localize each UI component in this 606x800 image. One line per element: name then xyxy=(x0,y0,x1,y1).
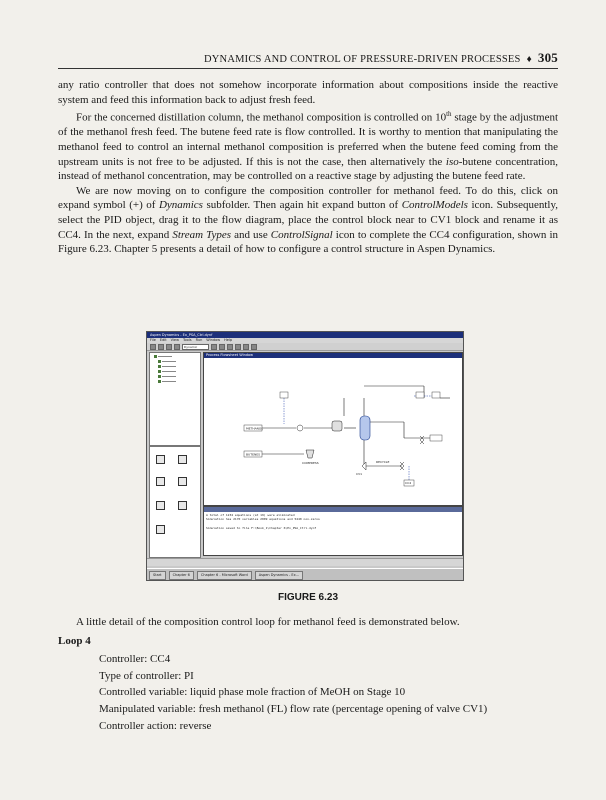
new-icon xyxy=(150,344,156,350)
tree-item xyxy=(158,359,200,363)
tree-item xyxy=(158,374,200,378)
flowsheet-title: Process Flowsheet Window xyxy=(204,353,462,358)
taskbar-button: Aspen Dynamics - Ex... xyxy=(255,571,303,580)
flowsheet-window xyxy=(203,352,463,506)
tree-item xyxy=(154,354,200,358)
menu-item: Window xyxy=(206,338,221,342)
message-window xyxy=(203,506,463,556)
menu-item: View xyxy=(170,338,179,342)
toolbar xyxy=(147,343,463,351)
compress-label: COMPRESS xyxy=(302,461,319,465)
lag-icon xyxy=(178,455,187,464)
dead-time-icon xyxy=(178,501,187,510)
loop-detail-item: Manipulated variable: fresh methanol (FL) flow rate (percentage opening of valve CV1) xyxy=(99,702,488,715)
print-icon xyxy=(174,344,180,350)
folder-icon xyxy=(158,365,161,368)
taskbar-button: Start xyxy=(149,571,166,580)
loop-detail-item: Controlled variable: liquid phase mole fraction of MeOH on Stage 10 xyxy=(99,686,406,699)
body-paragraph: For the concerned distillation column, the methanol composition is controlled on 10th stage by the adjustment of the methanol fresh feed. The butene feed rate is flow controlled. It is worthy to mention that manipulating the methanol feed to control an internal methanol composition is preferred when the butene feed coming from the upstream units is not free to be adjusted. If this is not the case, then alternatively the iso-butene concentration, instead of methanol concentration, may be controlled on a reactive stage by adjusting the butene feed rate. xyxy=(58,110,559,183)
step-icon xyxy=(227,344,233,350)
save-icon xyxy=(166,344,172,350)
message-line: Simulation has 2170 variables 2009 equations and 5440 non-zeros xyxy=(206,517,320,522)
explorer-panel xyxy=(149,352,201,446)
table-icon xyxy=(251,344,257,350)
controller-block xyxy=(280,392,288,398)
loop-title: Loop 4 xyxy=(58,634,91,647)
tree-item xyxy=(158,379,200,383)
mixer-block xyxy=(332,421,342,431)
after-figure-text xyxy=(58,615,558,735)
menu-item: Tools xyxy=(182,338,192,342)
running-title: DYNAMICS AND CONTROL OF PRESSURE-DRIVEN PROCESSES xyxy=(203,54,521,65)
cv1-label: CV1 xyxy=(356,472,363,476)
play-icon xyxy=(211,344,217,350)
diamond-separator: ♦ xyxy=(526,54,532,65)
methanol-label: METHANOL xyxy=(246,426,263,431)
run-mode-select: Dynamic xyxy=(182,344,209,350)
loop-detail-item: Controller: CC4 xyxy=(99,653,171,666)
folder-icon xyxy=(154,355,157,358)
plot-icon xyxy=(243,344,249,350)
butene-label: BUTENES xyxy=(246,452,261,457)
controller-block xyxy=(432,392,440,398)
pid-icon xyxy=(156,455,165,464)
model-library-panel xyxy=(149,446,201,558)
body-paragraph: We are now moving on to configure the composition controller for methanol feed. To do this, click on expand symbol (+) of Dynamics subfolder. Then again hit expand button of ControlModels icon. Subsequently, select the PID object, drag it to the flow diagram, place the control block near to CV1 block and rename it as CC4. In the next, expand Stream Types and use ControlSignal icon to complete the CC4 configuration, shown in Figure 6.23. Chapter 5 presents a detail of how to configure a control structure in Aspen Dynamics. xyxy=(58,184,559,256)
folder-icon xyxy=(158,375,161,378)
folder-icon xyxy=(158,380,161,383)
ratio-icon xyxy=(156,501,165,510)
pump-icon xyxy=(297,425,303,431)
recycle-label: RECYCLE xyxy=(376,460,390,464)
signal-icon xyxy=(156,477,165,486)
scale-icon xyxy=(178,477,187,486)
folder-icon xyxy=(158,370,161,373)
menu-item: File xyxy=(150,338,156,342)
window-titlebar: Aspen Dynamics - Ex_PSA_Ctrl.dynf xyxy=(147,332,463,338)
pause-icon xyxy=(219,344,225,350)
open-icon xyxy=(158,344,164,350)
menu-item: Run xyxy=(195,338,203,342)
compressor-icon xyxy=(306,450,314,458)
figure-screenshot xyxy=(146,331,464,581)
header-rule xyxy=(58,68,558,69)
valve-icon xyxy=(420,436,424,444)
message-log xyxy=(204,512,462,531)
stream-icon xyxy=(156,525,165,534)
controller-block xyxy=(416,392,424,398)
loop-detail-item: Controller action: reverse xyxy=(99,719,212,732)
taskbar-button: Chapter 6 - Microsoft Word xyxy=(197,571,252,580)
tree-item xyxy=(158,369,200,373)
product-block xyxy=(430,435,442,441)
menu-item: Help xyxy=(224,338,233,342)
tree-item xyxy=(158,364,200,368)
figure-caption: FIGURE 6.23 xyxy=(277,592,339,603)
message-line: A total of 1234 equations (at 19) were eliminated xyxy=(206,513,295,517)
page-number: 305 xyxy=(537,50,558,65)
body-paragraph: any ratio controller that does not somehow incorporate information about compositions inside the reactive system and feed this information back to adjust fresh feed. xyxy=(58,79,558,106)
taskbar xyxy=(147,568,464,581)
running-header xyxy=(58,50,558,66)
body-text xyxy=(58,78,558,257)
menu-item: Edit xyxy=(159,338,167,342)
column-vessel xyxy=(360,416,370,440)
cc4-label: CC4 xyxy=(405,481,412,485)
loop-detail-item: Type of controller: PI xyxy=(99,669,194,682)
flowsheet-diagram xyxy=(204,358,460,503)
folder-icon xyxy=(158,360,161,363)
loop-intro: A little detail of the composition control loop for methanol feed is demonstrated below. xyxy=(76,616,460,628)
message-line: Simulation saved to file F:\Book_1\Chapter 6\Ex_PSA_Ctrl.dynf xyxy=(206,525,317,530)
loop-details xyxy=(99,652,558,733)
status-bar xyxy=(147,558,463,566)
taskbar-button: Chapter 6 xyxy=(169,571,194,580)
snapshot-icon xyxy=(235,344,241,350)
